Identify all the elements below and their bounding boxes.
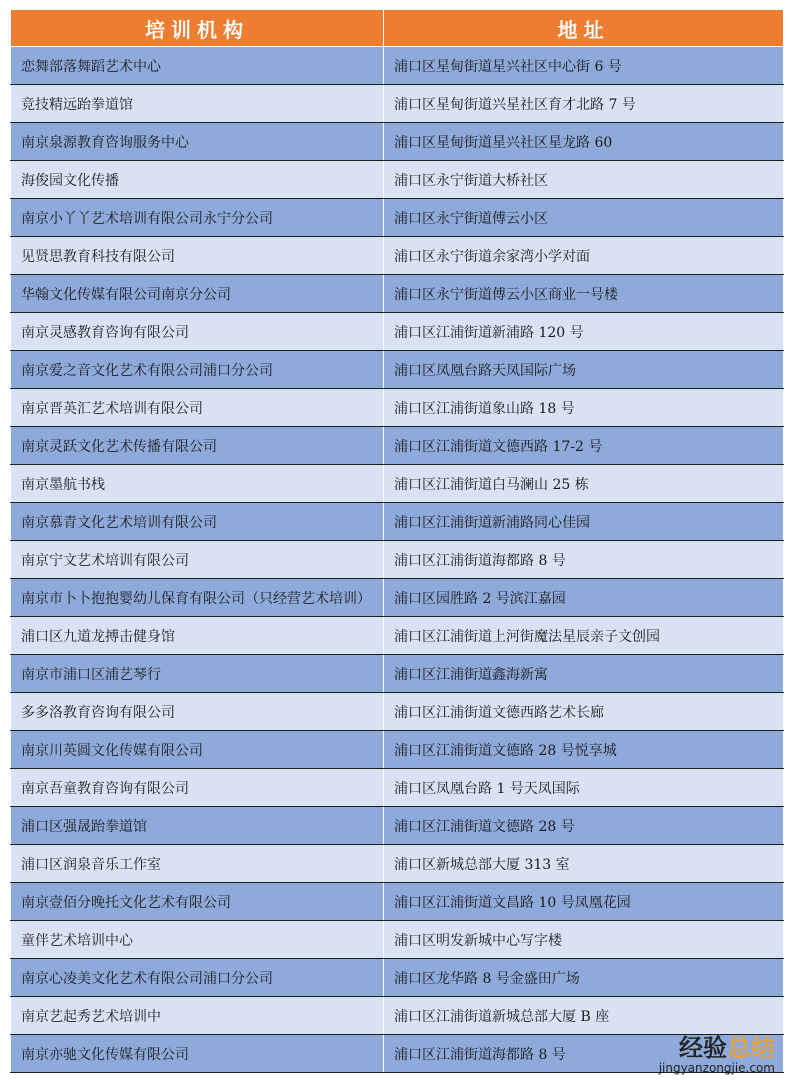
table-row: [11, 655, 784, 693]
table-row: [11, 997, 784, 1035]
institution-cell: 南京艺起秀艺术培训中: [11, 997, 384, 1035]
address-cell: 浦口区江浦街道文德西路艺术长廊: [384, 693, 784, 731]
address-cell: 浦口区江浦街道新城总部大厦 B 座: [384, 997, 784, 1035]
table-header-row: [11, 10, 784, 47]
address-cell: 浦口区永宁街道傅云小区商业一号楼: [384, 275, 784, 313]
institution-cell: 浦口区强晟跆拳道馆: [11, 807, 384, 845]
watermark: [659, 1035, 775, 1075]
institution-cell: 南京慕青文化艺术培训有限公司: [11, 503, 384, 541]
table-row: [11, 959, 784, 997]
institution-cell: 南京灵感教育咨询有限公司: [11, 313, 384, 351]
institution-table: [10, 9, 784, 1073]
address-cell: 浦口区江浦街道海都路 8 号: [384, 1035, 784, 1073]
header-address: 地址: [384, 10, 784, 47]
institution-cell: 南京墨航书栈: [11, 465, 384, 503]
address-cell: 浦口区江浦街道海都路 8 号: [384, 541, 784, 579]
table-body: [11, 47, 784, 1073]
institution-cell: 海俊园文化传播: [11, 161, 384, 199]
address-cell: 浦口区江浦街道新浦路 120 号: [384, 313, 784, 351]
address-cell: 浦口区星甸街道星兴社区星龙路 60: [384, 123, 784, 161]
address-cell: 浦口区新城总部大厦 313 室: [384, 845, 784, 883]
institution-cell: 浦口区润泉音乐工作室: [11, 845, 384, 883]
table-row: [11, 237, 784, 275]
institution-table-container: [10, 9, 783, 1073]
institution-cell: 南京吾童教育咨询有限公司: [11, 769, 384, 807]
table-row: [11, 503, 784, 541]
address-cell: 浦口区园胜路 2 号滨江嘉园: [384, 579, 784, 617]
watermark-url: jingyanzongjie.com: [658, 1061, 775, 1075]
address-cell: 浦口区江浦街道鑫海新寓: [384, 655, 784, 693]
table-row: [11, 921, 784, 959]
address-cell: 浦口区永宁街道大桥社区: [384, 161, 784, 199]
table-row: [11, 769, 784, 807]
table-row: [11, 883, 784, 921]
table-row: [11, 693, 784, 731]
table-row: [11, 123, 784, 161]
address-cell: 浦口区江浦街道文德路 28 号: [384, 807, 784, 845]
address-cell: 浦口区星甸街道星兴社区中心街 6 号: [384, 47, 784, 85]
table-row: [11, 275, 784, 313]
institution-cell: 南京灵跃文化艺术传播有限公司: [11, 427, 384, 465]
table-row: [11, 161, 784, 199]
address-cell: 浦口区明发新城中心写字楼: [384, 921, 784, 959]
institution-cell: 南京川英圆文化传媒有限公司: [11, 731, 384, 769]
table-row: [11, 465, 784, 503]
institution-cell: 南京宁文艺术培训有限公司: [11, 541, 384, 579]
institution-cell: 南京壹佰分晚托文化艺术有限公司: [11, 883, 384, 921]
watermark-logo: 经验总结: [679, 1034, 775, 1062]
table-row: [11, 47, 784, 85]
institution-cell: 南京晋英汇艺术培训有限公司: [11, 389, 384, 427]
address-cell: 浦口区江浦街道文昌路 10 号凤凰花园: [384, 883, 784, 921]
table-row: [11, 617, 784, 655]
address-cell: 浦口区永宁街道傅云小区: [384, 199, 784, 237]
institution-cell: 童伴艺术培训中心: [11, 921, 384, 959]
table-row: [11, 541, 784, 579]
address-cell: 浦口区江浦街道白马澜山 25 栋: [384, 465, 784, 503]
institution-cell: 见贤思教育科技有限公司: [11, 237, 384, 275]
table-row: [11, 731, 784, 769]
table-row: [11, 807, 784, 845]
table-row: [11, 389, 784, 427]
address-cell: 浦口区龙华路 8 号金盛田广场: [384, 959, 784, 997]
institution-cell: 南京市卜卜抱抱婴幼儿保育有限公司（只经营艺术培训）: [11, 579, 384, 617]
institution-cell: 华翰文化传媒有限公司南京分公司: [11, 275, 384, 313]
address-cell: 浦口区江浦街道新浦路同心佳园: [384, 503, 784, 541]
address-cell: 浦口区星甸街道兴星社区育才北路 7 号: [384, 85, 784, 123]
institution-cell: 南京亦驰文化传媒有限公司: [11, 1035, 384, 1073]
address-cell: 浦口区江浦街道文德西路 17-2 号: [384, 427, 784, 465]
institution-cell: 南京小丫丫艺术培训有限公司永宁分公司: [11, 199, 384, 237]
address-cell: 浦口区江浦街道象山路 18 号: [384, 389, 784, 427]
address-cell: 浦口区凤凰台路天凤国际广场: [384, 351, 784, 389]
address-cell: 浦口区江浦街道上河街魔法星辰亲子文创园: [384, 617, 784, 655]
table-row: [11, 85, 784, 123]
institution-cell: 竞技精远跆拳道馆: [11, 85, 384, 123]
table-row: [11, 313, 784, 351]
table-row: [11, 351, 784, 389]
header-institution: 培训机构: [11, 10, 384, 47]
address-cell: 浦口区永宁街道余家湾小学对面: [384, 237, 784, 275]
institution-cell: 南京爱之音文化艺术有限公司浦口分公司: [11, 351, 384, 389]
institution-cell: 浦口区九道龙搏击健身馆: [11, 617, 384, 655]
institution-cell: 南京泉源教育咨询服务中心: [11, 123, 384, 161]
table-row: [11, 579, 784, 617]
table-row: [11, 427, 784, 465]
address-cell: 浦口区凤凰台路 1 号天凤国际: [384, 769, 784, 807]
institution-cell: 南京市浦口区浦艺琴行: [11, 655, 384, 693]
institution-cell: 南京心凌美文化艺术有限公司浦口分公司: [11, 959, 384, 997]
table-row: [11, 199, 784, 237]
institution-cell: 恋舞部落舞蹈艺术中心: [11, 47, 384, 85]
institution-cell: 多多洛教育咨询有限公司: [11, 693, 384, 731]
address-cell: 浦口区江浦街道文德路 28 号悦享城: [384, 731, 784, 769]
table-row: [11, 845, 784, 883]
